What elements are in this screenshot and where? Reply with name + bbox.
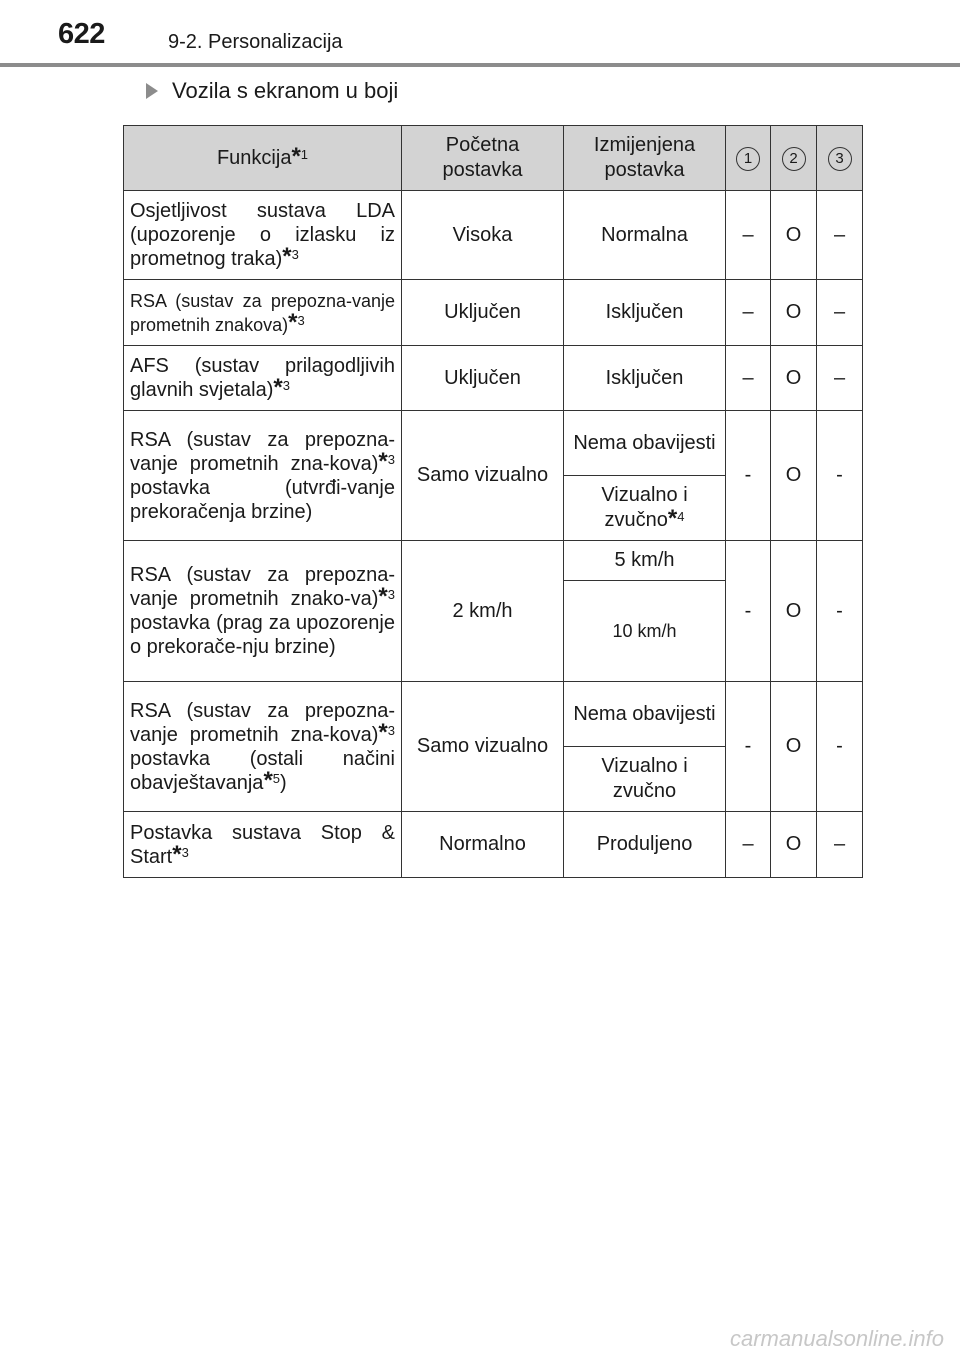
row-c1: –	[726, 191, 771, 280]
row-c3: –	[817, 812, 863, 878]
table-row	[124, 411, 863, 476]
row-c2: O	[771, 541, 817, 682]
row-initial: Normalno	[402, 812, 564, 878]
row-c3: –	[817, 346, 863, 411]
row-changed: Isključen	[564, 346, 726, 411]
subheading	[146, 78, 398, 104]
table-row	[124, 346, 863, 411]
row-changed-b: 10 km/h	[564, 581, 726, 682]
row-changed-b: Vizualno i zvučno*$^4$	[564, 476, 726, 541]
row-c2: O	[771, 280, 817, 346]
table-row	[124, 191, 863, 280]
row-function: Osjetljivost sustava LDA (upozorenje o izlasku iz prometnog traka)*$^3$	[124, 191, 402, 280]
table-row	[124, 682, 863, 747]
watermark: carmanualsonline.info	[729, 1326, 944, 1351]
row-function: Postavka sustava Stop & Start*$^3$	[124, 812, 402, 878]
row-c3: –	[817, 280, 863, 346]
row-initial: Visoka	[402, 191, 564, 280]
row-c2: O	[771, 411, 817, 541]
row-c1: –	[726, 812, 771, 878]
row-changed-b: Vizualno i zvučno	[564, 747, 726, 812]
row-c2: O	[771, 346, 817, 411]
row-c1: –	[726, 280, 771, 346]
row-changed: Produljeno	[564, 812, 726, 878]
row-function: RSA (sustav za prepozna-vanje prometnih zna-kova)*$^3$ postavka (utvrđi-vanje prekoračenja brzine)	[124, 411, 402, 541]
table-header-row	[124, 126, 863, 191]
triangle-bullet-icon	[146, 83, 158, 99]
header-col-3: 3	[817, 126, 863, 191]
row-c1: -	[726, 411, 771, 541]
row-initial: Samo vizualno	[402, 411, 564, 541]
row-c3: -	[817, 411, 863, 541]
row-c2: O	[771, 682, 817, 812]
row-c3: -	[817, 682, 863, 812]
row-c1: –	[726, 346, 771, 411]
page-number: 622	[58, 18, 105, 50]
row-function: AFS (sustav prilagodljivih glavnih svjetala)*$^3$	[124, 346, 402, 411]
row-c2: O	[771, 812, 817, 878]
header-col-1: 1	[726, 126, 771, 191]
row-function: RSA (sustav za prepozna-vanje prometnih zna-kova)*$^3$ postavka (ostali načini obavještavanja*$^5$)	[124, 682, 402, 812]
header-rule	[0, 63, 960, 67]
header-col-2: 2	[771, 126, 817, 191]
settings-table	[123, 125, 863, 878]
row-changed-a: Nema obavijesti	[564, 411, 726, 476]
header-changed: Izmijenjena postavka	[564, 126, 726, 191]
row-changed: Isključen	[564, 280, 726, 346]
row-function: RSA (sustav za prepozna-vanje prometnih znako-va)*$^3$ postavka (prag za upozorenje o prekorače-nju brzine)	[124, 541, 402, 682]
row-c3: -	[817, 541, 863, 682]
table-row	[124, 280, 863, 346]
row-initial: 2 km/h	[402, 541, 564, 682]
row-c3: –	[817, 191, 863, 280]
table-row	[124, 812, 863, 878]
row-c1: -	[726, 541, 771, 682]
row-changed-a: Nema obavijesti	[564, 682, 726, 747]
row-function: RSA (sustav za prepozna-vanje prometnih znakova)*$^3$	[124, 280, 402, 346]
row-changed: Normalna	[564, 191, 726, 280]
row-initial: Uključen	[402, 346, 564, 411]
table-row	[124, 541, 863, 581]
row-c1: -	[726, 682, 771, 812]
section-title: 9-2. Personalizacija	[168, 31, 343, 53]
header-function: Funkcija*$^1$	[124, 126, 402, 191]
row-initial: Samo vizualno	[402, 682, 564, 812]
row-initial: Uključen	[402, 280, 564, 346]
subheading-text: Vozila s ekranom u boji	[172, 78, 399, 103]
row-c2: O	[771, 191, 817, 280]
header-initial: Početna postavka	[402, 126, 564, 191]
row-changed-a: 5 km/h	[564, 541, 726, 581]
